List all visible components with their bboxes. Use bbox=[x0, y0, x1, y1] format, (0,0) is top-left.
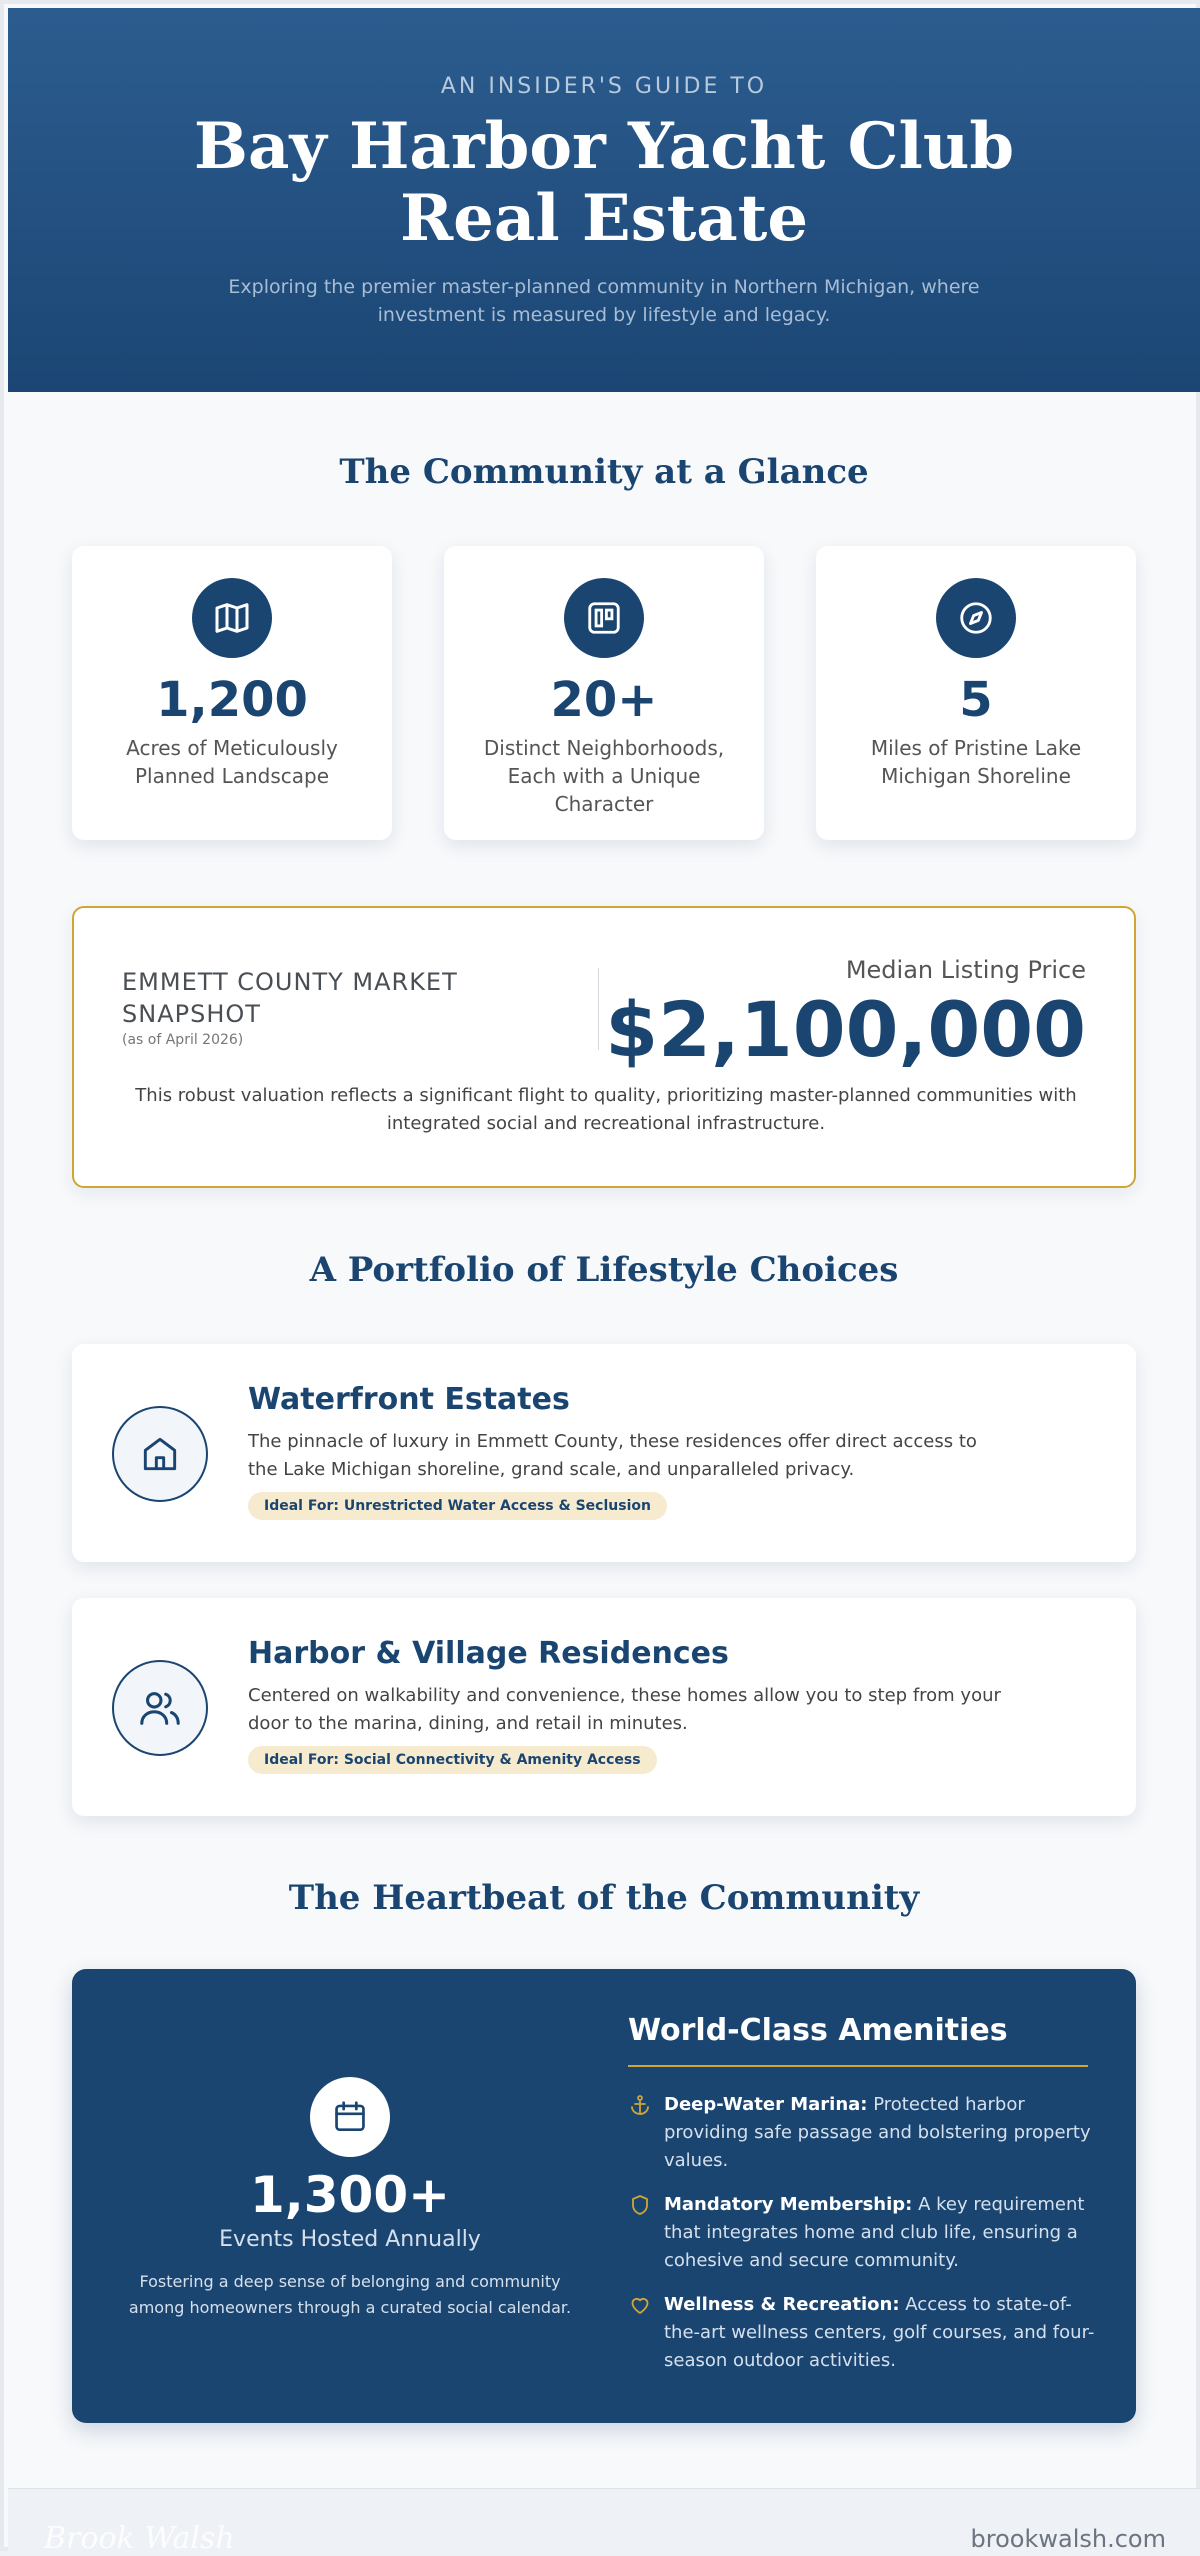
lifestyle-heading: A Portfolio of Lifestyle Choices bbox=[309, 1250, 899, 1290]
amenity-name: Wellness & Recreation: bbox=[664, 2294, 900, 2315]
amenities-title: World-Class Amenities bbox=[628, 2013, 1008, 2048]
compass-icon bbox=[936, 578, 1016, 658]
market-description: This robust valuation reflects a significant flight to quality, prioritizing master-planned communities with integrated social and recreational infrastructure. bbox=[135, 1085, 1077, 1134]
median-price-label: Median Listing Price bbox=[845, 956, 1086, 984]
stat-card-shoreline bbox=[816, 546, 1136, 840]
website-link[interactable]: brookwalsh.com bbox=[970, 2525, 1166, 2553]
glance-heading: The Community at a Glance bbox=[339, 452, 869, 492]
stat-card-acres bbox=[72, 546, 392, 840]
page-title: Bay Harbor Yacht Club Real Estate bbox=[193, 109, 1015, 256]
lifestyle-card-title: Harbor & Village Residences bbox=[248, 1636, 729, 1671]
ideal-for-tag: Ideal For: Unrestricted Water Access & Seclusion bbox=[248, 1492, 667, 1520]
lifestyle-card-description: Centered on walkability and convenience, these homes allow you to step from your door to the marina, dining, and retail in minutes. bbox=[248, 1685, 1001, 1734]
heartbeat-heading: The Heartbeat of the Community bbox=[288, 1878, 920, 1918]
stat-value: 20+ bbox=[550, 672, 658, 728]
heartbeat-panel bbox=[72, 1969, 1136, 2423]
anchor-icon bbox=[628, 2093, 652, 2117]
ideal-for-tag: Ideal For: Social Connectivity & Amenity Access bbox=[248, 1746, 657, 1774]
events-label: Events Hosted Annually bbox=[219, 2227, 481, 2252]
lifestyle-card-title: Waterfront Estates bbox=[248, 1382, 570, 1417]
stat-value: 5 bbox=[959, 672, 993, 728]
people-icon bbox=[112, 1660, 208, 1756]
stat-label: Distinct Neighborhoods, Each with a Unique Character bbox=[483, 736, 725, 816]
hero-subtitle: Exploring the premier master-planned community in Northern Michigan, where investment is measured by lifestyle and legacy. bbox=[228, 276, 980, 326]
median-price-value: $2,100,000 bbox=[605, 985, 1086, 1074]
market-snapshot-card bbox=[72, 906, 1136, 1188]
market-divider bbox=[598, 968, 599, 1050]
signature-logo: Brook Walsh bbox=[44, 2521, 235, 2556]
amenities-rule bbox=[628, 2065, 1088, 2067]
map-icon bbox=[192, 578, 272, 658]
market-title: EMMETT COUNTY MARKET SNAPSHOT bbox=[122, 968, 458, 1028]
events-description: Fostering a deep sense of belonging and community among homeowners through a curated social calendar. bbox=[128, 2272, 572, 2317]
amenity-text: A key requirement that integrates home and club life, ensuring a cohesive and secure community. bbox=[664, 2194, 1085, 2271]
neighborhoods-icon bbox=[564, 578, 644, 658]
calendar-icon bbox=[310, 2077, 390, 2157]
amenity-text: Protected harbor providing safe passage and bolstering property values. bbox=[664, 2094, 1091, 2171]
house-icon bbox=[112, 1406, 208, 1502]
shield-icon bbox=[628, 2193, 652, 2217]
stat-label: Acres of Meticulously Planned Landscape bbox=[126, 736, 338, 788]
heart-icon bbox=[628, 2293, 652, 2317]
amenity-name: Mandatory Membership: bbox=[664, 2194, 913, 2215]
lifestyle-card-harbor-village bbox=[72, 1598, 1136, 1816]
footer bbox=[8, 2488, 1200, 2556]
lifestyle-card-description: The pinnacle of luxury in Emmett County, these residences offer direct access to the Lake Michigan shoreline, grand scale, and unparalleled privacy. bbox=[248, 1431, 977, 1480]
stat-value: 1,200 bbox=[156, 672, 308, 728]
amenity-name: Deep-Water Marina: bbox=[664, 2094, 868, 2115]
hero-kicker: AN INSIDER'S GUIDE TO bbox=[440, 74, 768, 99]
stat-label: Miles of Pristine Lake Michigan Shoreline bbox=[870, 736, 1082, 788]
events-value: 1,300+ bbox=[249, 2166, 451, 2224]
hero-banner bbox=[8, 8, 1200, 392]
lifestyle-card-waterfront bbox=[72, 1344, 1136, 1562]
amenity-text: Access to state-of-the-art wellness centers, golf courses, and four-season outdoor activities. bbox=[664, 2294, 1095, 2371]
stat-card-neighborhoods bbox=[444, 546, 764, 840]
market-as-of: (as of April 2026) bbox=[122, 1032, 244, 1048]
